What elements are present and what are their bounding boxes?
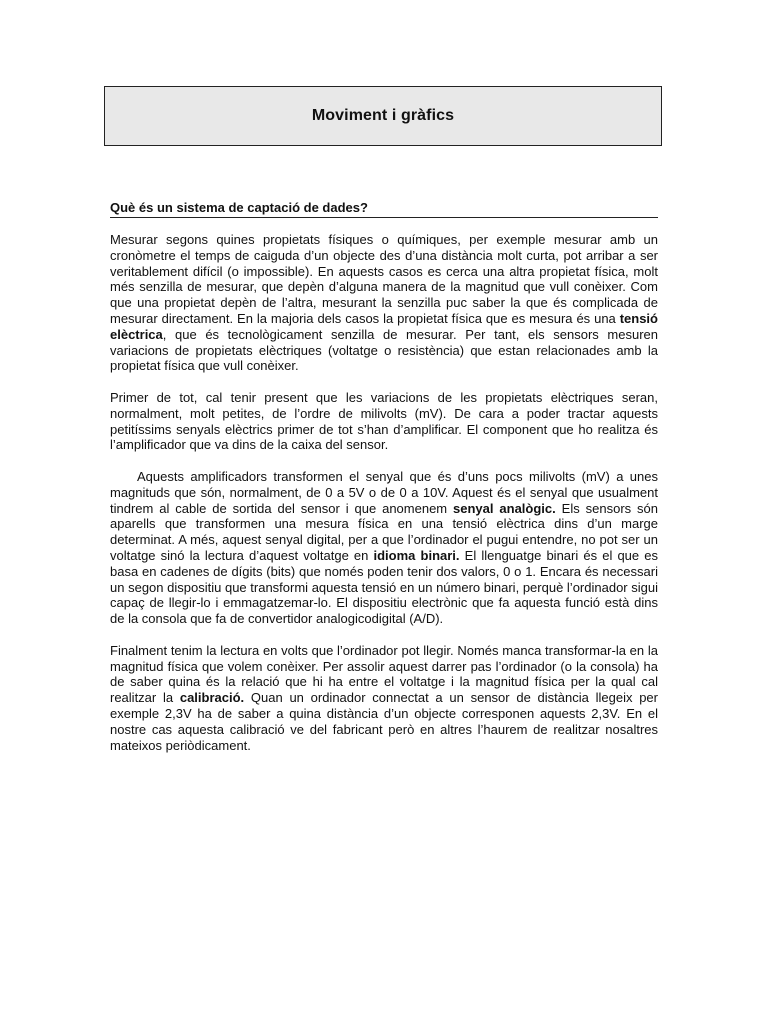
paragraph-1-text-c: , que és tecnològicament senzilla de mesurar. Per tant, els sensors mesuren variacions de propietats elèctriques (voltatge o resistència) que estan relacionades amb la propietat física que vull conèixer. xyxy=(110,326,658,374)
document-body xyxy=(110,232,658,769)
paragraph-3-bold-term-1: senyal analògic. xyxy=(453,500,556,516)
paragraph-4 xyxy=(110,643,658,754)
paragraph-3-text-e: El llenguatge binari és el que es basa en cadenes de dígits (bits) que només poden tenir dos valors, 0 o 1. Encara és necessari un segon dispositiu que transformi aquesta tensió en un número binari, perquè l’ordinador sigui capaç de llegir-lo i emmagatzemar-lo. El dispositiu electrònic que fa aquesta funció està dins de la consola que fa de convertidor analogicodigital (A/D). xyxy=(110,547,658,627)
paragraph-4-text-a: Finalment tenim la lectura en volts que l’ordinador pot llegir. Només manca transformar-la en la magnitud física que volem conèixer. Per assolir aquest darrer pas l’ordinador (o la consola) ha de saber quina és la relació que hi ha entre el voltatge i la magnitud física per la qual cal realitzar la xyxy=(110,642,658,706)
paragraph-4-bold-term: calibració. xyxy=(179,690,245,706)
paragraph-1-text-a: Mesurar segons quines propietats físiques o químiques, per exemple mesurar amb un cronòmetre el temps de caiguda d’un objecte des d’una distància molt curta, pot arribar a ser veritablement difícil (o impossible). En aquests casos es cerca una altra propietat física, molt més senzilla de mesurar, que depèn d’alguna manera de la magnitud que vull conèixer. Com que una propietat depèn de l’altra, mesurant la senzilla puc saber la que és complicada de mesurar directament. En la majoria dels casos la propietat física que es mesura és una xyxy=(110,232,658,326)
paragraph-3-text-c: Els sensors són aparells que transformen una mesura física en una tensió elèctrica dins d’un marge determinat. A més, aquest senyal digital, per a que l’ordinador el pugui entendre, no pot ser un voltatge sinó la lectura d’aquest voltatge en xyxy=(110,500,659,563)
document-title: Moviment i gràfics xyxy=(311,107,455,124)
paragraph-4-text-c: Quan un ordinador connectat a un sensor de distància llegeix per exemple 2,3V ha de saber a quina distància d’un objecte corresponen aquests 2,3V. En el nostre cas aquesta calibració ve del fabricant però en altres l’haurem de realitzar nosaltres mateixos periòdicament. xyxy=(110,690,658,753)
title-box xyxy=(104,86,662,146)
paragraph-3-bold-term-2: idioma binari. xyxy=(373,547,460,563)
paragraph-3-text-a: Aquests amplificadors transformen el senyal que és d’uns pocs milivolts (mV) a unes magnituds que són, normalment, de 0 a 5V o de 0 a 10V. Aquest és el senyal que usualment tindrem al cable de sortida del sensor i que anomenem xyxy=(110,468,658,516)
section-heading: Què és un sistema de captació de dades? xyxy=(110,200,658,218)
paragraph-2: Primer de tot, cal tenir present que les variacions de les propietats elèctriques seran, normalment, molt petites, de l’ordre de milivolts (mV). De cara a poder tractar aquests petitíssims senyals elèctrics primer de tot s’han d’amplificar. El component que ho realitza és l’amplificador que va dins de la caixa del sensor. xyxy=(110,389,658,453)
paragraph-1 xyxy=(110,232,658,374)
paragraph-1-bold-term: tensió elèctrica xyxy=(110,310,658,342)
paragraph-3 xyxy=(110,469,658,627)
